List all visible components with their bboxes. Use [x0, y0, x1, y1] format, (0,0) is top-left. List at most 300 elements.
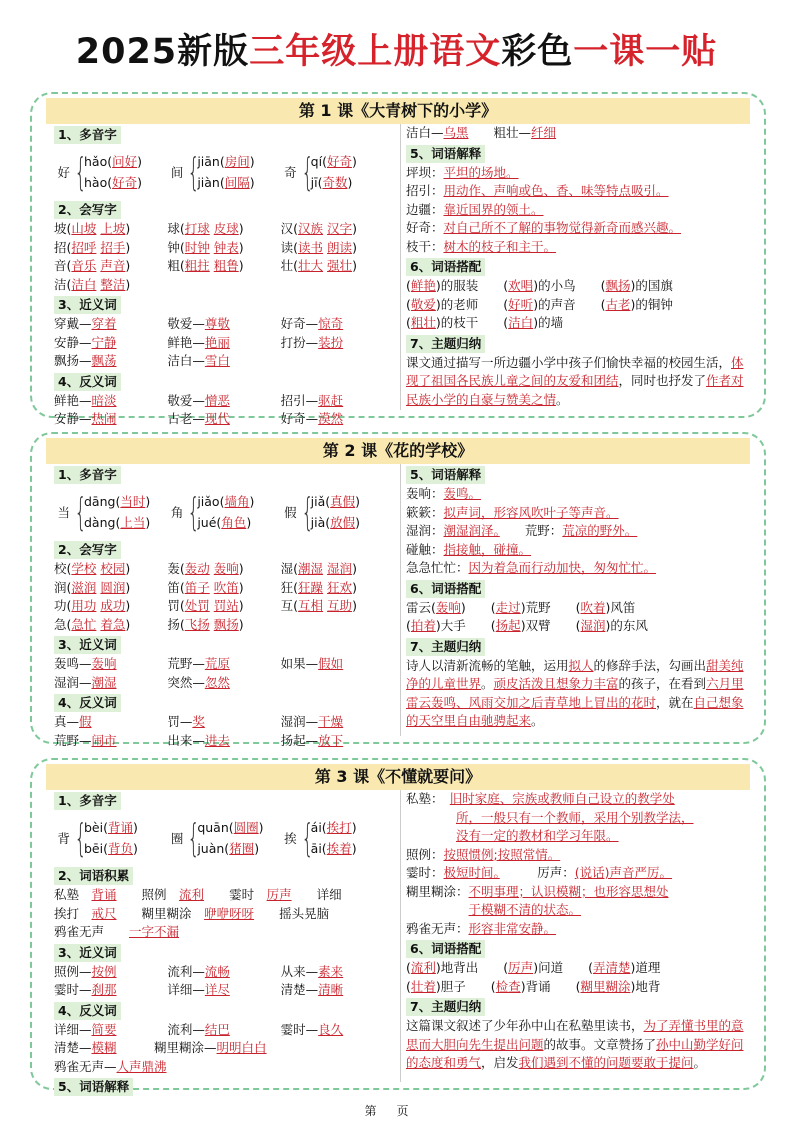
answer-text: 驱赶: [318, 392, 344, 408]
answer-text: 敬爱: [410, 296, 436, 312]
plain-text: 鲜艳—: [167, 334, 205, 350]
page-footer: 第页: [364, 1104, 429, 1118]
section-block: [54, 634, 394, 692]
answer-text: 洁白: [508, 315, 534, 330]
answer-text: 学校: [71, 561, 97, 576]
reading-line: [197, 172, 254, 193]
answer-text: 荒凉的野外。: [562, 523, 638, 538]
answer-text: 钟表: [213, 239, 239, 255]
plain-text: 真—: [54, 714, 80, 729]
answer-text: 狂欢: [327, 579, 353, 595]
grid-cell: [54, 315, 167, 334]
polyphonic-item: [167, 813, 280, 863]
grid-cell: [167, 963, 280, 982]
grid-cell: [281, 597, 394, 616]
reading-word: 当时: [120, 494, 146, 509]
answer-text: 汉族: [298, 221, 324, 236]
grid-cell: [54, 352, 167, 371]
answer-text: 强壮: [327, 258, 353, 273]
answer-text: 山坡: [71, 221, 97, 236]
plain-text: 照例—: [54, 963, 92, 979]
answer-text: 漠然: [318, 411, 344, 426]
plain-text: 突然—: [167, 674, 205, 690]
text-row: [406, 314, 756, 333]
grid-cell: [54, 713, 167, 732]
text-row: [406, 559, 756, 578]
reading-word: 上当: [120, 515, 146, 530]
section-block: [54, 1039, 394, 1076]
answer-text: (说话)声音严厉。: [574, 865, 673, 880]
plain-text: 清楚—: [54, 1040, 92, 1055]
lesson-card-1: [30, 92, 766, 426]
plain-text: 霎时: [204, 887, 267, 902]
summary-paragraph: [406, 1017, 756, 1073]
reading-close: ): [249, 175, 255, 190]
answer-text: 拟人: [568, 657, 594, 673]
plain-text: 安静—: [54, 334, 92, 350]
plain-text: ): [352, 561, 357, 576]
grid-cell: [167, 655, 280, 674]
text-row: [54, 1058, 394, 1077]
reading-line: [197, 512, 254, 533]
plain-text: 如果—: [280, 656, 319, 671]
reading-close: ): [347, 175, 353, 190]
grid-cell: [167, 597, 280, 616]
plain-text: 罚—: [167, 714, 193, 729]
answer-text: 湿润: [327, 561, 353, 576]
reading-close: ): [145, 494, 151, 509]
answer-text: 读书: [298, 239, 324, 255]
answer-text: 一字不漏: [129, 924, 180, 939]
answer-text: 刹那: [91, 982, 117, 997]
answer-text: 清晰: [318, 982, 344, 997]
grid-cell: [281, 713, 394, 732]
text-row: [406, 809, 756, 828]
reading-close: ): [254, 841, 260, 856]
grid-cell: [281, 334, 394, 353]
text-row: [406, 522, 756, 541]
plain-text: )的声音 (: [533, 296, 606, 312]
brace-symbol: {: [301, 816, 314, 860]
plain-text: 敬爱—: [167, 392, 205, 408]
text-row: [406, 277, 756, 296]
answer-text: 假如: [318, 656, 344, 671]
plain-text: )的墙: [533, 315, 564, 330]
word-grid: [54, 315, 394, 371]
brace-symbol: {: [301, 150, 314, 194]
answer-text: 形容非常安静。: [468, 920, 557, 936]
reading-word: 角色: [221, 515, 247, 530]
plain-text: 湿润—: [54, 674, 92, 690]
answer-text: 荒原: [204, 656, 230, 671]
answer-text: 轰动: [184, 561, 210, 576]
plain-text: (: [406, 978, 411, 994]
plain-text: 霎时：: [406, 865, 444, 880]
reading-pinyin: bèi(: [84, 820, 108, 835]
section-block: [54, 1076, 394, 1097]
reading-word: 猪圈: [229, 841, 255, 856]
section-block: [406, 996, 756, 1073]
answer-text: 互相: [298, 598, 324, 613]
grid-cell: [281, 560, 394, 579]
plain-text: ): [125, 239, 131, 255]
grid-cell: [167, 579, 280, 598]
plain-text: 急(: [54, 616, 72, 632]
reading-word: 房间: [224, 154, 250, 169]
plain-text: 详细—: [167, 982, 205, 997]
plain-text: ): [352, 579, 357, 595]
plain-text: 摇头晃脑: [254, 905, 330, 921]
answer-text: 假: [79, 714, 92, 729]
plain-text: 扬(: [167, 616, 185, 632]
answer-text: 顽皮活泼且想象力丰富: [493, 676, 619, 691]
grid-cell: [54, 257, 167, 276]
answer-text: 自己想象的天空里自由驰骋起来: [406, 694, 744, 728]
section-block: [406, 636, 756, 731]
plain-text: 湿润：: [406, 523, 444, 538]
reading-pinyin: hǎo(: [84, 154, 113, 169]
grid-cell: [281, 257, 394, 276]
answer-text: 六月里雷云轰鸣、风雨交加之后青草地上冒出的花时: [406, 676, 744, 710]
reading-pinyin: quān(: [197, 820, 234, 835]
plain-text: 鸦雀无声—: [54, 1058, 117, 1074]
plain-text: ): [125, 258, 131, 273]
plain-text: 这篇课文叙述了少年孙中山在私塾里读书，: [406, 1018, 644, 1033]
text-row: [54, 905, 394, 924]
answer-text: 笛子: [184, 579, 210, 595]
grid-cell: [281, 220, 394, 239]
plain-text: 好奇—: [280, 411, 319, 426]
readings: [84, 151, 142, 193]
plain-text: 坪坝：: [406, 164, 444, 180]
answer-text: 皮球: [213, 221, 239, 236]
plain-text: )大手 (: [435, 618, 496, 633]
answer-text: 作者对民族小学的自豪与赞美之情: [406, 373, 744, 407]
grid-cell: [167, 239, 280, 258]
text-row: [406, 920, 756, 939]
plain-text: 好奇—: [280, 316, 319, 331]
answer-text: 结巴: [204, 1021, 230, 1037]
reading-word: 背诵: [107, 820, 133, 835]
plain-text: ): [238, 221, 244, 236]
answer-text: 素来: [318, 963, 344, 979]
summary-paragraph: [406, 354, 756, 410]
plain-text: 碰触：: [406, 541, 444, 557]
reading-word: 真假: [330, 494, 356, 509]
plain-text: [406, 810, 456, 825]
grid-cell: [54, 616, 167, 635]
reading-line: [311, 838, 357, 859]
answer-text: 奖: [192, 714, 205, 729]
grid-cell: [167, 392, 280, 411]
plain-text: 雷云(: [406, 599, 436, 615]
answer-text: 现代: [204, 411, 230, 426]
lesson-right-column: [406, 790, 756, 1088]
grid-cell: [54, 276, 167, 295]
answer-text: 粗拄: [184, 258, 210, 273]
plain-text: (: [406, 278, 411, 293]
plain-text: )的小鸟 (: [533, 278, 606, 293]
plain-text: ): [238, 598, 244, 613]
polyphonic-item: [167, 487, 280, 537]
grid-cell: [281, 655, 394, 674]
text-row: [406, 296, 756, 315]
answer-text: 飞扬: [184, 616, 210, 632]
answer-text: 热闹: [91, 411, 117, 426]
grid-cell: [167, 315, 280, 334]
plain-text: )问道 (: [533, 960, 593, 975]
text-row: [406, 864, 756, 883]
answer-text: 背诵: [91, 887, 117, 902]
plain-text: )胆子 (: [435, 978, 496, 994]
section-heading: 5、词语解释: [406, 145, 485, 163]
reading-close: ): [145, 515, 151, 530]
grid-cell: [54, 981, 167, 1000]
reading-line: [311, 817, 357, 838]
grid-cell: [54, 597, 167, 616]
reading-pinyin: jiàn(: [197, 175, 225, 190]
plain-text: 湿润—: [280, 714, 319, 729]
reading-line: [311, 151, 357, 172]
polyphonic-item: [281, 487, 394, 537]
text-row: [406, 846, 756, 865]
plain-text: 课文通过描写一所边疆小学中孩子们愉快幸福的校园生活，: [406, 354, 732, 370]
plain-text: 流利—: [167, 1021, 205, 1037]
text-row: [406, 827, 756, 846]
plain-text: ): [352, 598, 357, 613]
answer-text: 处罚: [184, 598, 210, 613]
answer-text: 洁白: [71, 276, 97, 292]
grid-cell: [167, 674, 280, 693]
plain-text: )的枝干 (: [435, 315, 509, 330]
plain-text: (: [406, 296, 411, 312]
reading-close: ): [351, 154, 357, 169]
grid-cell: [54, 579, 167, 598]
readings: [311, 817, 357, 859]
plain-text: 球(: [167, 221, 185, 236]
polyphonic-char: 圈: [170, 831, 184, 846]
grid-cell: [54, 392, 167, 411]
reading-line: [197, 491, 254, 512]
plain-text: 洁白—: [167, 353, 205, 368]
answer-text: 流利: [410, 960, 436, 975]
answer-text: 按照惯例;按照常情。: [443, 846, 561, 862]
word-grid: [54, 560, 394, 634]
grid-cell: [167, 616, 280, 635]
section-block: [54, 692, 394, 750]
polyphonic-group: [54, 487, 394, 537]
answer-text: 时钟: [184, 239, 210, 255]
answer-text: 厉声: [508, 960, 534, 975]
section-heading: 6、词语搭配: [406, 258, 485, 276]
plain-text: 打扮—: [280, 334, 319, 350]
answer-text: 壮着: [410, 978, 436, 994]
section-heading: 7、主题归纳: [406, 638, 485, 656]
reading-line: [197, 838, 263, 859]
answer-text: 闹市: [91, 732, 117, 748]
section-block: [54, 199, 394, 294]
plain-text: ): [125, 561, 131, 576]
plain-text: 急急忙忙：: [406, 560, 469, 575]
word-grid: [54, 655, 394, 692]
plain-text: 挨打: [54, 905, 92, 921]
text-row: [406, 219, 756, 238]
section-heading: 7、主题归纳: [406, 335, 485, 353]
section-block: [54, 942, 394, 1000]
section-block: [54, 294, 394, 371]
plain-text: 糊里糊涂：: [406, 883, 469, 899]
answer-text: 轰响: [91, 656, 117, 671]
reading-pinyin: jī(: [310, 175, 323, 190]
word-grid: [54, 220, 394, 294]
text-row: [406, 599, 756, 618]
answer-text: 潮湿润泽。: [443, 523, 500, 538]
plain-text: 粗(: [167, 258, 185, 273]
polyphonic-item: [54, 813, 167, 863]
answer-text: 检查: [495, 978, 521, 994]
plain-text: 湿(: [280, 561, 299, 576]
readings: [84, 817, 138, 859]
readings: [311, 151, 357, 193]
answer-text: 潮湿: [298, 561, 324, 576]
reading-line: [84, 491, 150, 512]
answer-text: 孙中山勤学好问的态度和勇气: [406, 1036, 744, 1070]
section-heading: 6、词语搭配: [406, 580, 485, 598]
text-row: [54, 886, 394, 905]
plain-text: 枝干：: [406, 238, 444, 254]
reading-word: 挨着: [326, 841, 352, 856]
plain-text: ): [125, 616, 131, 632]
plain-text: )背诵 (: [520, 978, 581, 994]
answer-text: 厉声: [266, 887, 292, 902]
section-heading: 2、词语积累: [54, 867, 133, 885]
plain-text: 。: [556, 391, 569, 407]
grid-cell: [167, 220, 280, 239]
reading-line: [197, 817, 263, 838]
reading-word: 放假: [330, 515, 356, 530]
reading-word: 墙角: [224, 494, 250, 509]
answer-text: 吹笛: [213, 579, 239, 595]
reading-close: ): [355, 494, 361, 509]
section-block: [54, 124, 394, 197]
answer-text: 飘扬: [605, 278, 631, 293]
text-row: [406, 124, 756, 143]
plain-text: 洁白—: [406, 125, 444, 140]
plain-text: )的国旗: [630, 278, 673, 293]
reading-word: 圆圈: [233, 820, 259, 835]
plain-text: 汉(: [280, 221, 299, 236]
reading-word: 好奇: [112, 175, 138, 190]
reading-pinyin: āi(: [310, 841, 327, 856]
answer-text: 暗淡: [91, 392, 117, 408]
section-heading: 1、多音字: [54, 126, 121, 144]
answer-text: 拍着: [410, 618, 436, 633]
answer-text: 滋润: [71, 579, 97, 595]
readings: [197, 491, 254, 533]
reading-close: ): [258, 820, 264, 835]
brace-symbol: {: [187, 816, 200, 860]
answer-text: 走过: [495, 599, 521, 615]
reading-pinyin: hào(: [84, 175, 113, 190]
plain-text: 荒野—: [167, 656, 205, 671]
answer-text: 壮大: [298, 258, 324, 273]
polyphonic-item: [54, 487, 167, 537]
answer-text: 不明事理；认识模糊；也形容思想处: [468, 883, 669, 899]
answer-text: 用功: [71, 598, 97, 613]
plain-text: 轰响：: [406, 486, 444, 501]
plain-text: ): [238, 616, 244, 632]
plain-text: 轰鸣—: [54, 656, 92, 671]
answer-text: 圆润: [100, 579, 126, 595]
reading-line: [311, 491, 360, 512]
column-divider: [400, 790, 401, 1082]
reading-close: ): [133, 820, 138, 835]
plain-text: 校(: [54, 561, 72, 576]
plain-text: ): [125, 598, 131, 613]
reading-word: 问好: [112, 154, 138, 169]
grid-cell: [167, 410, 280, 429]
answer-text: 因为着急而行动加快，匆匆忙忙。: [468, 560, 657, 575]
reading-word: 挨打: [326, 820, 352, 835]
plain-text: (: [406, 960, 411, 975]
brace-symbol: {: [74, 150, 87, 194]
section-block: [406, 464, 756, 578]
readings: [197, 151, 254, 193]
polyphonic-char: 角: [170, 505, 184, 520]
answer-text: 体现了祖国各民族儿童之间的友爱和团结: [406, 354, 744, 388]
plain-text: 流利—: [167, 963, 205, 979]
grid-cell: [54, 410, 167, 429]
grid-cell: [54, 732, 167, 751]
reading-close: ): [351, 841, 357, 856]
grid-cell: [167, 560, 280, 579]
readings: [311, 491, 360, 533]
section-heading: 6、词语搭配: [406, 940, 485, 958]
answer-text: 弄清楚: [592, 960, 631, 975]
section-block: [406, 124, 756, 143]
grid-cell: [281, 963, 394, 982]
plain-text: ，就在: [656, 694, 694, 710]
answer-text: 憎恶: [204, 392, 230, 408]
plain-text: ): [352, 221, 357, 236]
lesson-left-column: [54, 464, 394, 748]
answer-text: 上坡: [100, 221, 126, 236]
word-grid: [54, 963, 394, 1000]
grid-cell: [54, 655, 167, 674]
plain-text: (: [406, 315, 411, 330]
answer-text: 声音: [100, 258, 126, 273]
polyphonic-char: 好: [57, 165, 70, 180]
plain-text: )道理: [630, 960, 661, 975]
text-row: [406, 238, 756, 257]
answer-text: 招呼: [71, 239, 97, 255]
answer-text: 明明白白: [216, 1040, 267, 1055]
text-row: [54, 1039, 394, 1058]
word-grid: [54, 1021, 394, 1040]
grid-cell: [167, 352, 280, 371]
plain-text: 罚(: [167, 598, 185, 613]
polyphonic-item: [54, 147, 167, 197]
answer-text: 拟声词，形容风吹叶子等声音。: [443, 504, 619, 520]
grid-cell: [281, 392, 394, 411]
plain-text: 润(: [54, 579, 72, 595]
brace-symbol: {: [301, 490, 314, 534]
answer-text: 指接触，碰撞。: [443, 541, 532, 557]
reading-close: ): [249, 154, 255, 169]
answer-text: 装扮: [318, 334, 344, 350]
answer-text: 汉字: [327, 221, 353, 236]
answer-text: 我们遇到不懂的问题要敢于提问: [518, 1055, 694, 1070]
